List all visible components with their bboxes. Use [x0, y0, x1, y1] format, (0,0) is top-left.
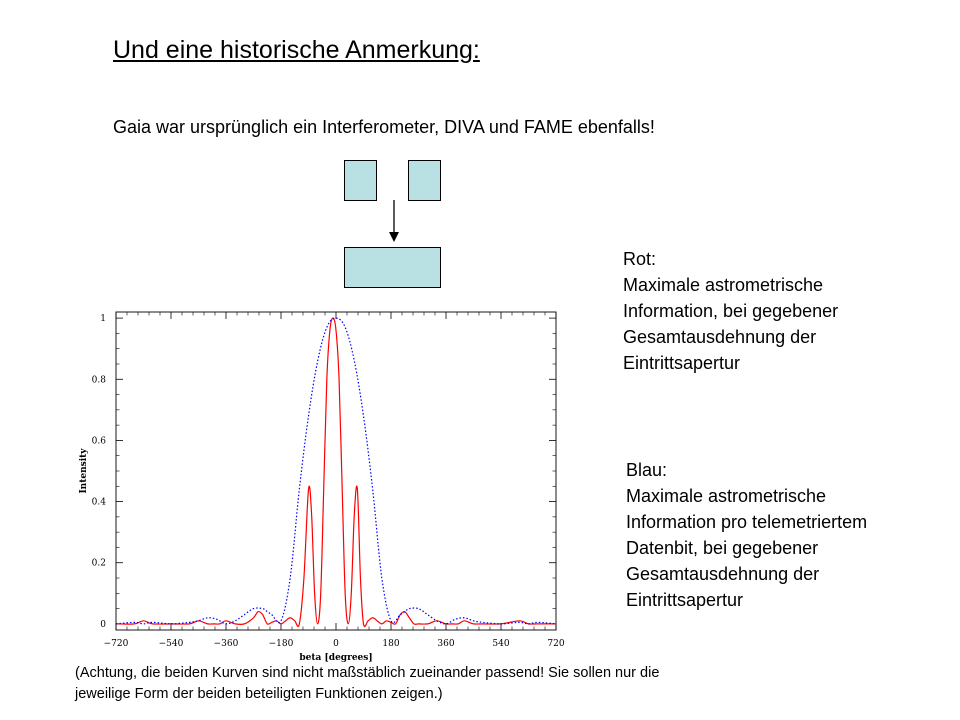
- aperture-left: [344, 160, 377, 201]
- note-blue-line: Eintrittsapertur: [626, 590, 744, 610]
- series-red-line: [116, 318, 556, 626]
- caption-line: jeweilige Form der beiden beteiligten Funktionen zeigen.): [75, 686, 443, 702]
- x-tick-label: 180: [382, 639, 400, 649]
- note-red-line: Information, bei gegebener: [623, 301, 839, 321]
- x-tick-label: −720: [103, 639, 129, 649]
- note-blue-line: Information pro telemetriertem: [626, 512, 868, 532]
- x-tick-label: −180: [268, 639, 294, 649]
- x-tick-label: −360: [213, 639, 239, 649]
- note-blue-line: Maximale astrometrische: [626, 486, 827, 506]
- x-axis-label: beta [degrees]: [299, 653, 373, 663]
- plot-frame: [116, 312, 556, 630]
- caption-line: (Achtung, die beiden Kurven sind nicht maßstäblich zueinander passend! Sie sollen nur die: [75, 665, 660, 681]
- y-tick-label: 0.6: [91, 436, 106, 447]
- x-tick-label: 360: [437, 639, 455, 649]
- y-axis-label: Intensity: [79, 448, 89, 494]
- slide-subtitle: Gaia war ursprünglich ein Interferometer, DIVA und FAME ebenfalls!: [113, 117, 655, 137]
- y-tick-label: 0.8: [91, 375, 106, 386]
- x-tick-label: −540: [158, 639, 184, 649]
- series-blue-line: [116, 318, 556, 624]
- x-tick-label: 0: [333, 639, 339, 649]
- note-blue-line: Gesamtausdehnung der: [626, 564, 820, 584]
- note-red-line: Eintrittsapertur: [623, 353, 741, 373]
- y-tick-label: 0.2: [91, 558, 106, 569]
- x-tick-label: 540: [492, 639, 510, 649]
- note-red-line: Maximale astrometrische: [623, 275, 824, 295]
- aperture-right: [408, 160, 441, 201]
- note-red-line: Rot:: [623, 249, 657, 269]
- note-red: [623, 246, 838, 376]
- slide-title: Und eine historische Anmerkung:: [113, 36, 480, 64]
- x-tick-label: 720: [547, 639, 565, 649]
- down-arrow-icon: [384, 200, 404, 244]
- y-tick-label: 0: [100, 619, 106, 630]
- note-blue-line: Datenbit, bei gegebener: [626, 538, 819, 558]
- caption: [75, 663, 659, 705]
- intensity-chart: [72, 300, 565, 663]
- y-tick-label: 0.4: [91, 497, 106, 508]
- y-tick-label: 1: [100, 314, 106, 325]
- note-blue-line: Blau:: [626, 460, 668, 480]
- note-red-line: Gesamtausdehnung der: [623, 327, 817, 347]
- aperture-combined: [344, 247, 441, 288]
- note-blue: [626, 457, 867, 613]
